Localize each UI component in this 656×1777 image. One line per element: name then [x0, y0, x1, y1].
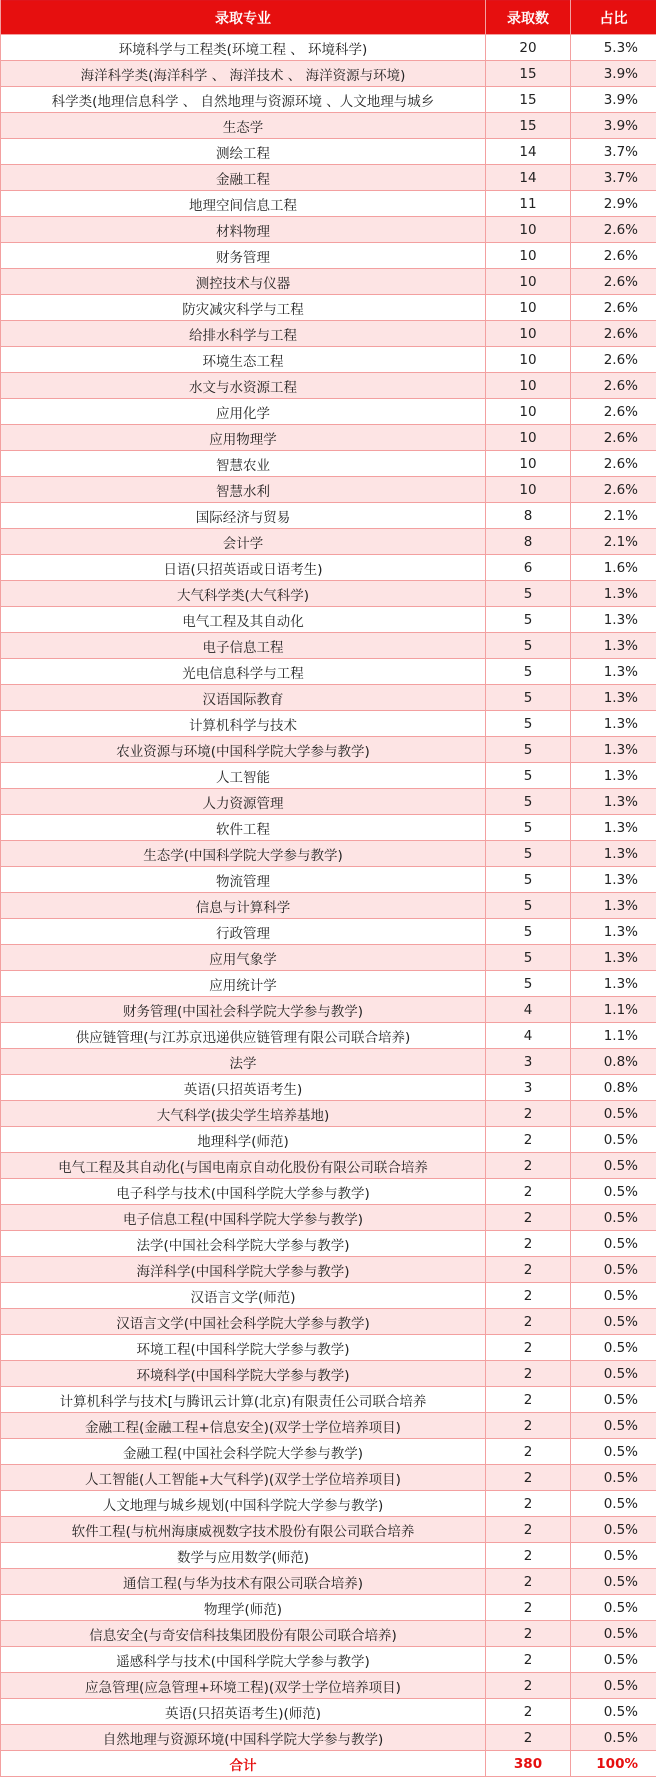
count-cell: 14: [486, 139, 571, 165]
ratio-cell: 2.6%: [571, 425, 656, 451]
table-row: [1, 113, 656, 139]
table-row: [1, 815, 656, 841]
ratio-cell: 0.5%: [571, 1595, 656, 1621]
count-cell: 4: [486, 1023, 571, 1049]
total-row: [1, 1751, 656, 1777]
table-row: [1, 1491, 656, 1517]
major-cell: 通信工程(与华为技术有限公司联合培养): [1, 1569, 486, 1595]
table-row: [1, 1413, 656, 1439]
count-cell: 2: [486, 1387, 571, 1413]
count-cell: 10: [486, 295, 571, 321]
ratio-cell: 0.8%: [571, 1075, 656, 1101]
ratio-cell: 3.9%: [571, 61, 656, 87]
table-row: [1, 529, 656, 555]
count-cell: 5: [486, 893, 571, 919]
major-cell: 电子科学与技术(中国科学院大学参与教学): [1, 1179, 486, 1205]
table-row: [1, 1595, 656, 1621]
count-cell: 2: [486, 1621, 571, 1647]
ratio-cell: 2.6%: [571, 321, 656, 347]
major-cell: 人工智能: [1, 763, 486, 789]
table-row: [1, 1361, 656, 1387]
total-ratio: 100%: [571, 1751, 656, 1777]
ratio-cell: 3.9%: [571, 87, 656, 113]
major-cell: 英语(只招英语考生): [1, 1075, 486, 1101]
count-cell: 10: [486, 425, 571, 451]
ratio-cell: 1.1%: [571, 1023, 656, 1049]
major-cell: 农业资源与环境(中国科学院大学参与教学): [1, 737, 486, 763]
ratio-cell: 1.3%: [571, 971, 656, 997]
count-cell: 2: [486, 1413, 571, 1439]
ratio-cell: 1.3%: [571, 685, 656, 711]
ratio-cell: 0.5%: [571, 1127, 656, 1153]
header-major: 录取专业: [1, 1, 486, 35]
major-cell: 生态学(中国科学院大学参与教学): [1, 841, 486, 867]
count-cell: 10: [486, 217, 571, 243]
count-cell: 15: [486, 87, 571, 113]
major-cell: 物流管理: [1, 867, 486, 893]
major-cell: 测绘工程: [1, 139, 486, 165]
major-cell: 法学(中国社会科学院大学参与教学): [1, 1231, 486, 1257]
major-cell: 电气工程及其自动化: [1, 607, 486, 633]
count-cell: 5: [486, 971, 571, 997]
ratio-cell: 2.1%: [571, 503, 656, 529]
table-row: [1, 607, 656, 633]
ratio-cell: 0.5%: [571, 1413, 656, 1439]
major-cell: 防灾减灾科学与工程: [1, 295, 486, 321]
count-cell: 4: [486, 997, 571, 1023]
count-cell: 8: [486, 503, 571, 529]
table-row: [1, 1621, 656, 1647]
major-cell: 汉语国际教育: [1, 685, 486, 711]
major-cell: 生态学: [1, 113, 486, 139]
major-cell: 信息与计算科学: [1, 893, 486, 919]
major-cell: 应用物理学: [1, 425, 486, 451]
table-row: [1, 1517, 656, 1543]
ratio-cell: 0.5%: [571, 1153, 656, 1179]
ratio-cell: 2.6%: [571, 269, 656, 295]
count-cell: 5: [486, 919, 571, 945]
count-cell: 10: [486, 373, 571, 399]
major-cell: 遥感科学与技术(中国科学院大学参与教学): [1, 1647, 486, 1673]
major-cell: 日语(只招英语或日语考生): [1, 555, 486, 581]
table-row: [1, 1569, 656, 1595]
major-cell: 地理科学(师范): [1, 1127, 486, 1153]
count-cell: 11: [486, 191, 571, 217]
table-row: [1, 1153, 656, 1179]
table-row: [1, 1647, 656, 1673]
table-row: [1, 633, 656, 659]
table-row: [1, 1439, 656, 1465]
table-row: [1, 425, 656, 451]
count-cell: 10: [486, 321, 571, 347]
table-row: [1, 893, 656, 919]
table-row: [1, 945, 656, 971]
header-count: 录取数: [486, 1, 571, 35]
ratio-cell: 3.7%: [571, 165, 656, 191]
major-cell: 给排水科学与工程: [1, 321, 486, 347]
count-cell: 5: [486, 789, 571, 815]
table-row: [1, 503, 656, 529]
major-cell: 大气科学类(大气科学): [1, 581, 486, 607]
ratio-cell: 0.5%: [571, 1335, 656, 1361]
major-cell: 环境科学(中国科学院大学参与教学): [1, 1361, 486, 1387]
count-cell: 2: [486, 1153, 571, 1179]
table-row: [1, 347, 656, 373]
table-row: [1, 919, 656, 945]
ratio-cell: 3.9%: [571, 113, 656, 139]
count-cell: 2: [486, 1491, 571, 1517]
ratio-cell: 5.3%: [571, 35, 656, 61]
major-cell: 环境生态工程: [1, 347, 486, 373]
major-cell: 应用气象学: [1, 945, 486, 971]
ratio-cell: 1.1%: [571, 997, 656, 1023]
ratio-cell: 0.5%: [571, 1361, 656, 1387]
ratio-cell: 1.3%: [571, 841, 656, 867]
major-cell: 自然地理与资源环境(中国科学院大学参与教学): [1, 1725, 486, 1751]
major-cell: 电子信息工程(中国科学院大学参与教学): [1, 1205, 486, 1231]
ratio-cell: 0.5%: [571, 1491, 656, 1517]
table-row: [1, 35, 656, 61]
count-cell: 3: [486, 1075, 571, 1101]
ratio-cell: 2.6%: [571, 217, 656, 243]
table-row: [1, 1309, 656, 1335]
ratio-cell: 1.3%: [571, 711, 656, 737]
table-row: [1, 841, 656, 867]
count-cell: 2: [486, 1595, 571, 1621]
ratio-cell: 1.3%: [571, 633, 656, 659]
ratio-cell: 0.5%: [571, 1517, 656, 1543]
major-cell: 人文地理与城乡规划(中国科学院大学参与教学): [1, 1491, 486, 1517]
table-row: [1, 139, 656, 165]
count-cell: 2: [486, 1127, 571, 1153]
table-row: [1, 737, 656, 763]
table-row: [1, 581, 656, 607]
table-row: [1, 1205, 656, 1231]
table-row: [1, 867, 656, 893]
count-cell: 5: [486, 607, 571, 633]
count-cell: 5: [486, 763, 571, 789]
major-cell: 电气工程及其自动化(与国电南京自动化股份有限公司联合培养: [1, 1153, 486, 1179]
count-cell: 6: [486, 555, 571, 581]
table-row: [1, 789, 656, 815]
table-row: [1, 1543, 656, 1569]
table-row: [1, 1283, 656, 1309]
ratio-cell: 3.7%: [571, 139, 656, 165]
table-row: [1, 1699, 656, 1725]
table-row: [1, 321, 656, 347]
table-row: [1, 87, 656, 113]
ratio-cell: 2.6%: [571, 477, 656, 503]
major-cell: 物理学(师范): [1, 1595, 486, 1621]
ratio-cell: 2.6%: [571, 347, 656, 373]
count-cell: 10: [486, 477, 571, 503]
ratio-cell: 2.6%: [571, 399, 656, 425]
major-cell: 供应链管理(与江苏京迅递供应链管理有限公司联合培养): [1, 1023, 486, 1049]
major-cell: 金融工程(中国社会科学院大学参与教学): [1, 1439, 486, 1465]
major-cell: 海洋科学类(海洋科学 、 海洋技术 、 海洋资源与环境): [1, 61, 486, 87]
ratio-cell: 0.5%: [571, 1439, 656, 1465]
count-cell: 3: [486, 1049, 571, 1075]
ratio-cell: 2.6%: [571, 243, 656, 269]
ratio-cell: 0.5%: [571, 1647, 656, 1673]
table-row: [1, 217, 656, 243]
count-cell: 2: [486, 1335, 571, 1361]
count-cell: 2: [486, 1439, 571, 1465]
table-row: [1, 243, 656, 269]
count-cell: 5: [486, 581, 571, 607]
major-cell: 英语(只招英语考生)(师范): [1, 1699, 486, 1725]
table-row: [1, 373, 656, 399]
ratio-cell: 0.5%: [571, 1621, 656, 1647]
count-cell: 2: [486, 1361, 571, 1387]
count-cell: 2: [486, 1283, 571, 1309]
ratio-cell: 1.3%: [571, 893, 656, 919]
table-row: [1, 659, 656, 685]
major-cell: 环境科学与工程类(环境工程 、 环境科学): [1, 35, 486, 61]
count-cell: 2: [486, 1517, 571, 1543]
table-row: [1, 1257, 656, 1283]
major-cell: 智慧农业: [1, 451, 486, 477]
table-row: [1, 1335, 656, 1361]
ratio-cell: 0.5%: [571, 1309, 656, 1335]
count-cell: 20: [486, 35, 571, 61]
table-row: [1, 685, 656, 711]
ratio-cell: 1.3%: [571, 763, 656, 789]
ratio-cell: 2.6%: [571, 451, 656, 477]
count-cell: 10: [486, 269, 571, 295]
ratio-cell: 1.3%: [571, 867, 656, 893]
table-row: [1, 1725, 656, 1751]
count-cell: 2: [486, 1101, 571, 1127]
major-cell: 海洋科学(中国科学院大学参与教学): [1, 1257, 486, 1283]
count-cell: 10: [486, 451, 571, 477]
ratio-cell: 1.3%: [571, 789, 656, 815]
ratio-cell: 1.3%: [571, 607, 656, 633]
count-cell: 2: [486, 1231, 571, 1257]
major-cell: 计算机科学与技术: [1, 711, 486, 737]
major-cell: 测控技术与仪器: [1, 269, 486, 295]
major-cell: 汉语言文学(师范): [1, 1283, 486, 1309]
table-row: [1, 997, 656, 1023]
ratio-cell: 2.9%: [571, 191, 656, 217]
ratio-cell: 1.3%: [571, 737, 656, 763]
major-cell: 光电信息科学与工程: [1, 659, 486, 685]
count-cell: 10: [486, 243, 571, 269]
table-row: [1, 711, 656, 737]
ratio-cell: 1.3%: [571, 919, 656, 945]
ratio-cell: 0.5%: [571, 1283, 656, 1309]
major-cell: 环境工程(中国科学院大学参与教学): [1, 1335, 486, 1361]
ratio-cell: 1.3%: [571, 945, 656, 971]
header-ratio: 占比: [571, 1, 656, 35]
major-cell: 行政管理: [1, 919, 486, 945]
count-cell: 2: [486, 1465, 571, 1491]
ratio-cell: 0.8%: [571, 1049, 656, 1075]
table-row: [1, 61, 656, 87]
count-cell: 2: [486, 1699, 571, 1725]
table-row: [1, 763, 656, 789]
count-cell: 2: [486, 1673, 571, 1699]
table-row: [1, 451, 656, 477]
table-row: [1, 477, 656, 503]
total-label: 合计: [1, 1751, 486, 1777]
table-row: [1, 1023, 656, 1049]
ratio-cell: 0.5%: [571, 1179, 656, 1205]
ratio-cell: 1.3%: [571, 659, 656, 685]
table-row: [1, 1387, 656, 1413]
ratio-cell: 0.5%: [571, 1257, 656, 1283]
table-row: [1, 1673, 656, 1699]
major-cell: 大气科学(拔尖学生培养基地): [1, 1101, 486, 1127]
count-cell: 2: [486, 1569, 571, 1595]
table-row: [1, 555, 656, 581]
ratio-cell: 0.5%: [571, 1387, 656, 1413]
ratio-cell: 0.5%: [571, 1101, 656, 1127]
ratio-cell: 0.5%: [571, 1569, 656, 1595]
ratio-cell: 0.5%: [571, 1543, 656, 1569]
major-cell: 应急管理(应急管理+环境工程)(双学士学位培养项目): [1, 1673, 486, 1699]
ratio-cell: 0.5%: [571, 1725, 656, 1751]
ratio-cell: 1.6%: [571, 555, 656, 581]
count-cell: 15: [486, 113, 571, 139]
count-cell: 14: [486, 165, 571, 191]
table-row: [1, 399, 656, 425]
major-cell: 人工智能(人工智能+大气科学)(双学士学位培养项目): [1, 1465, 486, 1491]
count-cell: 5: [486, 659, 571, 685]
table-row: [1, 165, 656, 191]
major-cell: 材料物理: [1, 217, 486, 243]
ratio-cell: 1.3%: [571, 581, 656, 607]
count-cell: 10: [486, 347, 571, 373]
major-cell: 地理空间信息工程: [1, 191, 486, 217]
count-cell: 15: [486, 61, 571, 87]
major-cell: 水文与水资源工程: [1, 373, 486, 399]
major-cell: 人力资源管理: [1, 789, 486, 815]
major-cell: 金融工程(金融工程+信息安全)(双学士学位培养项目): [1, 1413, 486, 1439]
header-row: [1, 1, 656, 35]
table-row: [1, 191, 656, 217]
major-cell: 数学与应用数学(师范): [1, 1543, 486, 1569]
count-cell: 5: [486, 841, 571, 867]
table-row: [1, 1101, 656, 1127]
ratio-cell: 2.6%: [571, 295, 656, 321]
count-cell: 2: [486, 1309, 571, 1335]
major-cell: 会计学: [1, 529, 486, 555]
count-cell: 5: [486, 737, 571, 763]
major-cell: 智慧水利: [1, 477, 486, 503]
ratio-cell: 2.1%: [571, 529, 656, 555]
table-row: [1, 295, 656, 321]
major-cell: 国际经济与贸易: [1, 503, 486, 529]
table-row: [1, 1465, 656, 1491]
major-cell: 财务管理: [1, 243, 486, 269]
table-row: [1, 269, 656, 295]
count-cell: 2: [486, 1179, 571, 1205]
count-cell: 8: [486, 529, 571, 555]
ratio-cell: 1.3%: [571, 815, 656, 841]
count-cell: 5: [486, 633, 571, 659]
table-row: [1, 971, 656, 997]
major-cell: 软件工程(与杭州海康威视数字技术股份有限公司联合培养: [1, 1517, 486, 1543]
ratio-cell: 0.5%: [571, 1699, 656, 1725]
count-cell: 2: [486, 1543, 571, 1569]
count-cell: 10: [486, 399, 571, 425]
major-cell: 金融工程: [1, 165, 486, 191]
ratio-cell: 2.6%: [571, 373, 656, 399]
major-cell: 信息安全(与奇安信科技集团股份有限公司联合培养): [1, 1621, 486, 1647]
total-count: 380: [486, 1751, 571, 1777]
major-cell: 财务管理(中国社会科学院大学参与教学): [1, 997, 486, 1023]
count-cell: 2: [486, 1257, 571, 1283]
count-cell: 5: [486, 945, 571, 971]
major-cell: 汉语言文学(中国社会科学院大学参与教学): [1, 1309, 486, 1335]
count-cell: 5: [486, 815, 571, 841]
count-cell: 5: [486, 711, 571, 737]
major-cell: 应用统计学: [1, 971, 486, 997]
major-cell: 计算机科学与技术[与腾讯云计算(北京)有限责任公司联合培养: [1, 1387, 486, 1413]
count-cell: 2: [486, 1205, 571, 1231]
major-cell: 科学类(地理信息科学 、 自然地理与资源环境 、人文地理与城乡: [1, 87, 486, 113]
major-cell: 软件工程: [1, 815, 486, 841]
count-cell: 5: [486, 867, 571, 893]
count-cell: 2: [486, 1725, 571, 1751]
ratio-cell: 0.5%: [571, 1673, 656, 1699]
major-cell: 应用化学: [1, 399, 486, 425]
table-row: [1, 1179, 656, 1205]
table-row: [1, 1075, 656, 1101]
count-cell: 2: [486, 1647, 571, 1673]
table-row: [1, 1049, 656, 1075]
count-cell: 5: [486, 685, 571, 711]
table-row: [1, 1127, 656, 1153]
ratio-cell: 0.5%: [571, 1465, 656, 1491]
ratio-cell: 0.5%: [571, 1231, 656, 1257]
ratio-cell: 0.5%: [571, 1205, 656, 1231]
major-cell: 电子信息工程: [1, 633, 486, 659]
major-cell: 法学: [1, 1049, 486, 1075]
table-row: [1, 1231, 656, 1257]
